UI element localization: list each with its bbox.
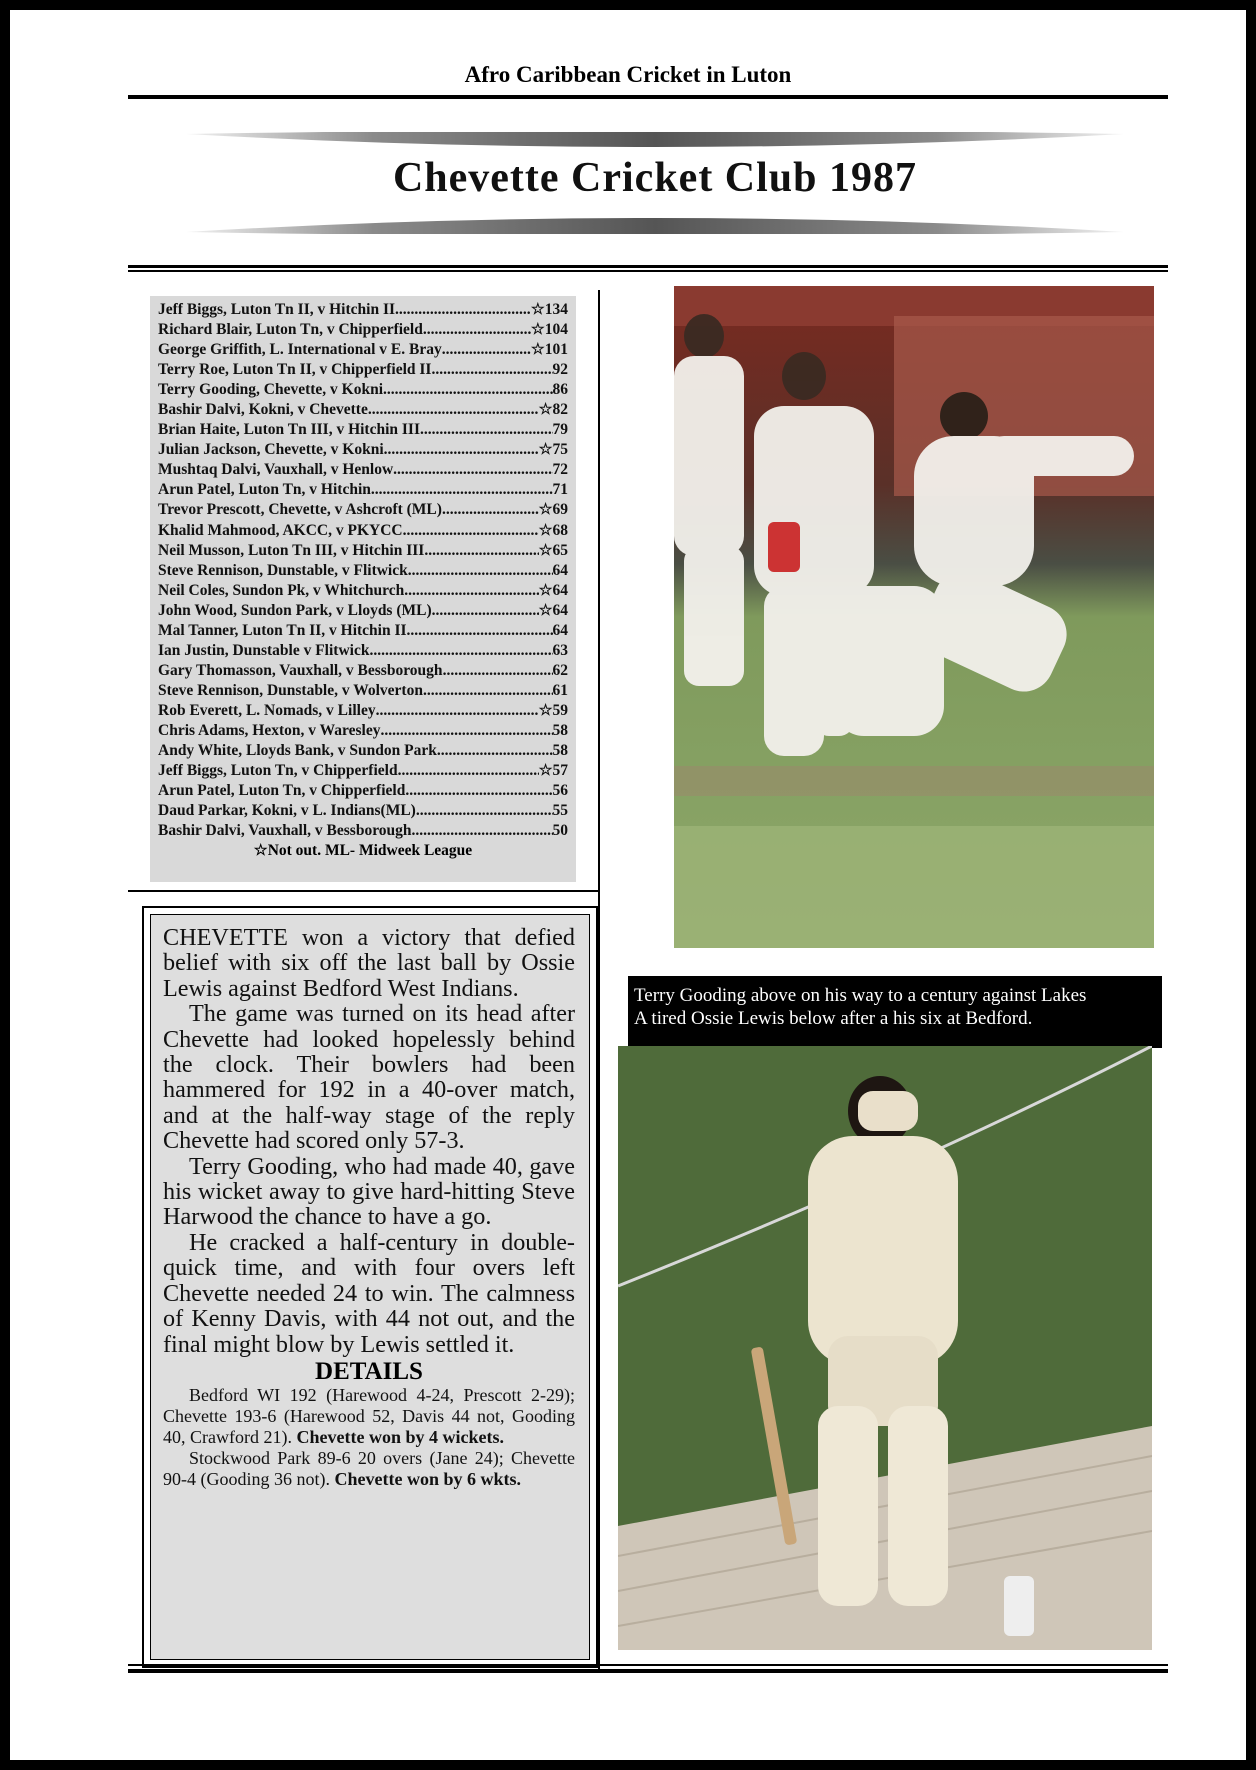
score-player: Khalid Mahmood, AKCC, v PKYCC: [158, 521, 403, 539]
score-value: ☆75: [538, 441, 568, 459]
score-value: ☆64: [538, 601, 568, 619]
score-row: [150, 460, 576, 480]
score-row: [150, 420, 576, 440]
score-leader-dots: [368, 400, 539, 420]
score-leader-dots: [403, 521, 539, 541]
caption-line-1: Terry Gooding above on his way to a century against Lakes: [634, 985, 1087, 1006]
photo-batsman-running: [674, 286, 1154, 948]
score-player: Ian Justin, Dunstable v Flitwick: [158, 641, 370, 659]
score-player: Rob Everett, L. Nomads, v Lilley: [158, 701, 376, 719]
score-value: 72: [552, 461, 568, 479]
score-row: [150, 480, 576, 500]
scores-footnote: ☆Not out. ML- Midweek League: [253, 842, 473, 860]
score-player: John Wood, Sundon Park, v Lloyds (ML): [158, 601, 432, 619]
score-player: Jeff Biggs, Luton Tn II, v Hitchin II: [158, 301, 396, 318]
score-leader-dots: [393, 460, 552, 480]
score-value: 56: [552, 782, 568, 800]
score-value: 64: [552, 621, 568, 639]
score-value: 64: [552, 561, 568, 579]
score-leader-dots: [432, 601, 539, 621]
score-value: 86: [552, 381, 568, 399]
score-player: Terry Gooding, Chevette, v Kokni: [158, 381, 384, 399]
score-leader-dots: [371, 480, 553, 500]
score-leader-dots: [384, 440, 539, 460]
score-row: [150, 320, 576, 340]
scores-list: [150, 296, 576, 841]
score-player: Mushtaq Dalvi, Vauxhall, v Henlow: [158, 461, 394, 479]
score-value: ☆65: [538, 541, 568, 559]
match-report-clipping: [142, 906, 598, 1668]
score-leader-dots: [420, 420, 553, 440]
score-row: [150, 781, 576, 801]
score-player: Daud Parkar, Kokni, v L. Indians(ML): [158, 802, 416, 820]
score-leader-dots: [424, 541, 538, 561]
score-player: Richard Blair, Luton Tn, v Chipperfield: [158, 321, 423, 339]
report-paragraph-4: He cracked a half-century in double-quick time, and with four overs left Chevette needed 24 to win. The calmness of Kenny Davis, with 44 not out, and the final might blow by Lewis settled it.: [163, 1228, 575, 1358]
score-leader-dots: [423, 681, 553, 701]
column-divider: [598, 290, 600, 1670]
section-rule-top-1: [128, 265, 1168, 268]
score-value: 71: [552, 481, 568, 499]
score-leader-dots: [437, 741, 553, 761]
score-leader-dots: [369, 641, 552, 661]
report-paragraph-2: The game was turned on its head after Chevette had looked hopelessly behind the clock. Their bowlers had been hammered for 192 in a 40-over match, and at the half-way stage of the reply Chevette had scored only 57-3.: [163, 1000, 575, 1155]
score-player: Terry Roe, Luton Tn II, v Chipperfield II: [158, 361, 432, 379]
score-player: Neil Musson, Luton Tn III, v Hitchin III: [158, 541, 425, 559]
score-value: ☆134: [530, 301, 568, 318]
score-row: [150, 621, 576, 641]
score-leader-dots: [423, 320, 531, 340]
score-value: ☆59: [538, 701, 568, 719]
score-player: Chris Adams, Hexton, v Waresley: [158, 721, 381, 739]
score-player: Trevor Prescott, Chevette, v Ashcroft (ML): [158, 501, 442, 519]
score-leader-dots: [383, 380, 552, 400]
score-row: [150, 300, 576, 320]
score-value: ☆82: [538, 401, 568, 419]
score-leader-dots: [398, 761, 539, 781]
score-player: Andy White, Lloyds Bank, v Sundon Park: [158, 742, 437, 760]
score-value: 79: [552, 421, 568, 439]
score-leader-dots: [405, 781, 552, 801]
header-rule: [128, 95, 1168, 99]
score-leader-dots: [407, 621, 553, 641]
score-value: 58: [552, 721, 568, 739]
score-player: Steve Rennison, Dunstable, v Flitwick: [158, 561, 408, 579]
score-row: [150, 541, 576, 561]
page: [10, 10, 1246, 1760]
score-row: [150, 721, 576, 741]
score-leader-dots: [412, 821, 553, 841]
score-row: [150, 761, 576, 781]
score-value: 63: [552, 641, 568, 659]
score-leader-dots: [431, 360, 552, 380]
score-player: Neil Coles, Sundon Pk, v Whitchurch: [158, 581, 405, 599]
score-value: ☆64: [538, 581, 568, 599]
score-row: [150, 521, 576, 541]
banner-title: Chevette Cricket Club 1987: [392, 155, 918, 201]
score-leader-dots: [416, 801, 553, 821]
score-row: [150, 701, 576, 721]
score-row: [150, 601, 576, 621]
score-player: Mal Tanner, Luton Tn II, v Hitchin II: [158, 621, 407, 639]
score-player: Bashir Dalvi, Vauxhall, v Bessborough: [158, 822, 412, 840]
photo-tired-batsman: [618, 1046, 1152, 1650]
score-value: 92: [552, 361, 568, 379]
score-row: [150, 641, 576, 661]
details-line-2: Stockwood Park 89-6 20 overs (Jane 24); Chevette 90-4 (Gooding 36 not). Chevette won by 6 wkts.: [163, 1447, 575, 1489]
photo-caption: [628, 976, 1162, 1048]
caption-line-2: A tired Ossie Lewis below after a his six at Bedford.: [634, 1008, 1033, 1029]
section-rule-top-2: [128, 270, 1168, 272]
score-leader-dots: [376, 701, 539, 721]
score-leader-dots: [408, 561, 553, 581]
footer-rule-1: [128, 1664, 1168, 1666]
footer-rule-2: [128, 1669, 1168, 1673]
score-leader-dots: [442, 340, 531, 360]
score-leader-dots: [442, 500, 539, 520]
score-value: 50: [552, 822, 568, 840]
score-row: [150, 400, 576, 420]
score-row: [150, 360, 576, 380]
score-row: [150, 380, 576, 400]
score-player: Arun Patel, Luton Tn, v Hitchin: [158, 481, 371, 499]
scores-clipping: [150, 296, 576, 882]
clipping-divider: [128, 890, 600, 892]
score-player: Steve Rennison, Dunstable, v Wolverton: [158, 681, 423, 699]
score-value: ☆104: [530, 321, 568, 339]
score-player: Arun Patel, Luton Tn, v Chipperfield: [158, 782, 406, 800]
score-row: [150, 741, 576, 761]
score-row: [150, 440, 576, 460]
score-player: Brian Haite, Luton Tn III, v Hitchin III: [158, 421, 420, 439]
report-paragraph-3: Terry Gooding, who had made 40, gave his wicket away to give hard-hitting Steve Harwood the chance to have a go.: [163, 1152, 575, 1231]
score-value: 62: [552, 661, 568, 679]
score-value: 55: [552, 802, 568, 820]
score-value: ☆68: [538, 521, 568, 539]
score-leader-dots: [380, 721, 552, 741]
score-player: Julian Jackson, Chevette, v Kokni: [158, 441, 384, 459]
score-row: [150, 821, 576, 841]
score-leader-dots: [404, 581, 538, 601]
score-row: [150, 581, 576, 601]
score-value: ☆69: [538, 501, 568, 519]
score-row: [150, 681, 576, 701]
score-row: [150, 340, 576, 360]
score-value: ☆101: [530, 341, 568, 359]
score-value: ☆57: [538, 762, 568, 780]
score-value: 61: [552, 681, 568, 699]
score-player: Jeff Biggs, Luton Tn, v Chipperfield: [158, 762, 398, 780]
details-heading: DETAILS: [315, 1357, 423, 1385]
score-row: [150, 500, 576, 520]
title-banner: [186, 132, 1124, 234]
header-title: Afro Caribbean Cricket in Luton: [464, 62, 792, 87]
score-row: [150, 801, 576, 821]
report-paragraph-1: CHEVETTE won a victory that defied belief with six off the last ball by Ossie Lewis against Bedford West Indians.: [163, 924, 575, 1002]
score-player: George Griffith, L. International v E. Bray: [158, 341, 442, 359]
score-player: Gary Thomasson, Vauxhall, v Bessborough: [158, 661, 443, 679]
score-row: [150, 661, 576, 681]
score-leader-dots: [395, 300, 531, 320]
details-line-1: Bedford WI 192 (Harewood 4-24, Prescott 2-29); Chevette 193-6 (Harewood 52, Davis 44 not, Gooding 40, Crawford 21). Chevette won by 4 wickets.: [163, 1384, 575, 1447]
score-row: [150, 561, 576, 581]
score-leader-dots: [443, 661, 553, 681]
score-value: 58: [552, 742, 568, 760]
score-player: Bashir Dalvi, Kokni, v Chevette: [158, 401, 368, 419]
